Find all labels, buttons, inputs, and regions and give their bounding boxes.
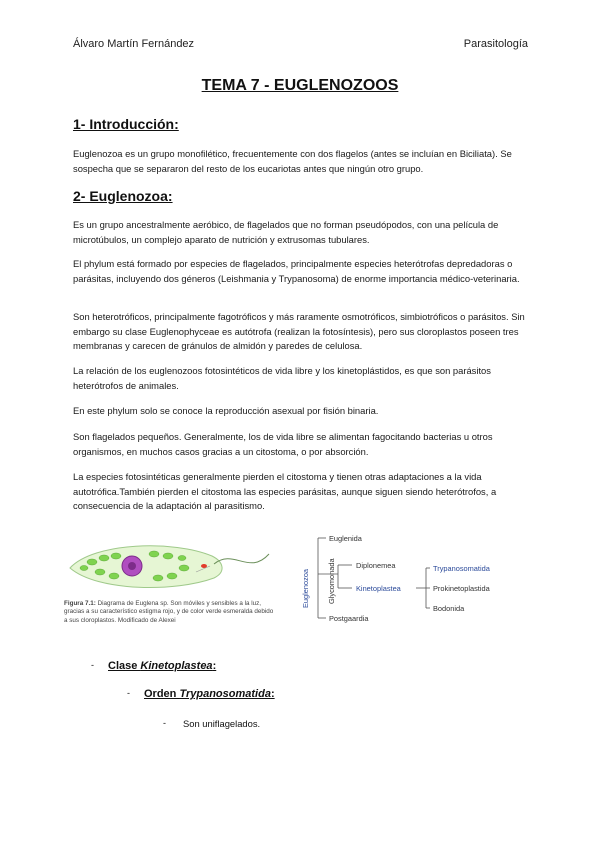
list-item-prefix: Orden [144,688,180,700]
paragraph: Son heterotróficos, principalmente fagotróficos y más raramente osmotróficos, simbiotróficos o parásitos. Sin embargo su clase Euglenophyceae es autótrofa (realizan la fotosíntesis), pero sus cloroplastos poseen tres membranas y carecen de gránulos de almidón y paredes de celulosa. [73,311,525,352]
tree-node-postgaardia: Postgaardia [329,614,369,623]
paragraph: Son flagelados pequeños. Generalmente, los de vida libre se alimentan fagocitando bacterias u otros organismos, en muchos casos gracias a un citostoma, o por absorción. [73,431,493,457]
bullet: - [127,688,130,698]
tree-node-kinetoplastea: Kinetoplastea [356,584,401,593]
tree-child-bodonida: Bodonida [433,604,465,613]
list-item-suffix: : [212,660,217,672]
section-heading-euglenozoa: 2- Euglenozoa: [73,188,173,204]
list-item-text: Son uniflagelados. [183,718,261,729]
list-item-name: Trypanosomatida [179,688,271,700]
header-author: Álvaro Martín Fernández [73,38,195,50]
figure-caption [64,600,278,625]
bullet: - [91,660,94,670]
paragraph: Es un grupo ancestralmente aeróbico, de flagelados que no forman pseudópodos, con una película de microtúbulos, un complejo aparato de nutrición y extrusomas tubulares. [73,219,499,245]
tree-child-prokinetoplastida: Prokinetoplastida [433,584,490,593]
tree-child-trypanosomatida: Trypanosomatida [433,564,490,573]
figure-caption-text: Diagrama de Euglena sp. Son móviles y sensibles a la luz, gracias a su característico estigma rojo, y de color verde esmeralda debido a sus cloroplastos. Modificado de Alexei [64,600,274,624]
section-heading-introduccion: 1- Introducción: [73,116,179,132]
paragraph: La especies fotosintéticas generalmente pierden el citostoma y tienen otras adaptaciones a la vida autotrófica.También pierden el citostoma las especies parásitas, aunque siguen siendo heterótrofos, a consecuencia de la adaptación al parasitismo. [73,471,497,512]
bullet: - [163,718,166,728]
tree-root-label: Euglenozoa [301,568,310,608]
tree-glyco-label: Glycomonada [327,558,336,604]
paragraph: El phylum está formado por especies de flagelados, principalmente especies heterótrofas depredadoras o parásitas, incluyendo dos géneros (Leishmania y Trypanosoma) de enorme importancia médico-veterinaria. [73,258,520,284]
paragraph: En este phylum solo se conoce la reproducción asexual por fisión binaria. [73,405,379,416]
list-item-suffix: : [270,688,275,700]
paragraph: Euglenozoa es un grupo monofilético, frecuentemente con dos flagelos (antes se incluían en Biciliata). Se sospecha que se separaron del resto de los eucariotas antes que ningún otro grupo. [73,148,512,174]
header-subject: Parasitología [463,38,528,50]
paragraph: La relación de los euglenozoos fotosintéticos de vida libre y los kinetoplástidos, es que son parásitos heterótrofos de animales. [73,365,491,391]
figure-caption-label: Figura 7.1: [64,600,96,607]
tree-node-diplonemea: Diplonemea [356,561,396,570]
tree-node-euglenida: Euglenida [329,534,362,543]
page-title: TEMA 7 - EUGLENOZOOS [201,77,399,94]
list-item-name: Kinetoplastea [140,660,213,672]
phylogeny-tree [292,528,532,630]
list-item-prefix: Clase [108,660,141,672]
